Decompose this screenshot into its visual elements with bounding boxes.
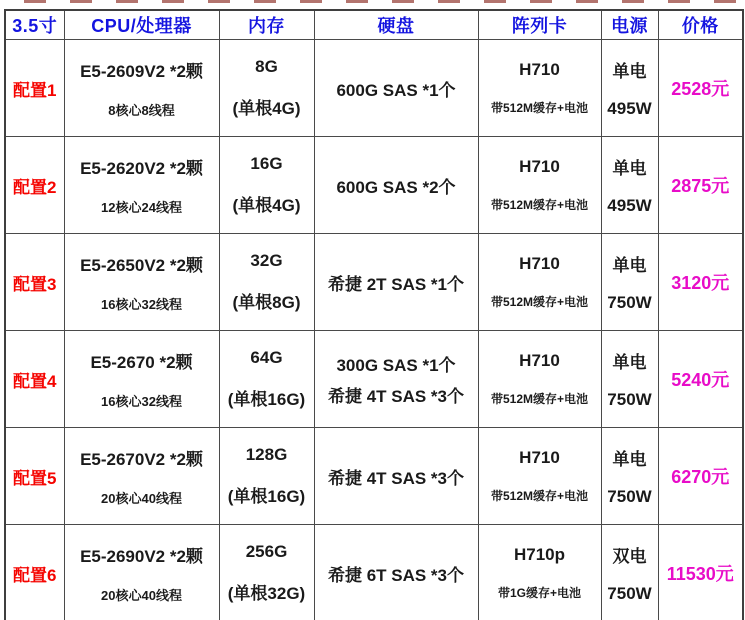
psu-redundancy: 单电 (612, 450, 647, 469)
psu-cell (601, 525, 658, 620)
raid-card-cell (478, 234, 601, 331)
psu-cell (601, 428, 658, 525)
memory-cell (219, 40, 314, 137)
config-label: 配置2 (13, 177, 57, 197)
cpu-cores-threads: 8核心8线程 (108, 102, 175, 118)
cpu-cell (64, 137, 219, 234)
table-row (5, 428, 743, 525)
config-cell (5, 137, 64, 234)
memory-size: 128G (245, 445, 288, 464)
raid-model: H710p (513, 544, 566, 564)
memory-module: (单根16G) (227, 487, 306, 506)
memory-cell (219, 525, 314, 620)
cpu-cores-threads: 16核心32线程 (101, 296, 182, 312)
cpu-cores-threads: 20核心40线程 (101, 587, 182, 603)
memory-cell (219, 331, 314, 428)
memory-module: (单根4G) (232, 196, 301, 215)
cpu-cores-threads: 16核心32线程 (101, 393, 182, 409)
psu-cell (601, 331, 658, 428)
config-cell (5, 234, 64, 331)
psu-redundancy: 单电 (612, 62, 647, 81)
memory-size: 8G (255, 57, 278, 76)
cropped-dashed-line (0, 0, 745, 3)
config-label: 配置3 (13, 274, 57, 294)
disk-cell (314, 137, 478, 234)
disk-cell (314, 428, 478, 525)
price-cell (658, 40, 743, 137)
raid-cache-battery: 带512M缓存+电池 (490, 198, 589, 213)
disk-cell (314, 525, 478, 620)
raid-model: H710 (519, 156, 560, 176)
psu-redundancy: 单电 (612, 353, 647, 372)
cpu-cell (64, 525, 219, 620)
raid-model: H710 (519, 447, 560, 467)
price-label: 2875元 (671, 176, 730, 196)
table-row (5, 331, 743, 428)
table-row (5, 40, 743, 137)
price-label: 6270元 (671, 467, 730, 487)
cpu-model: E5-2670 *2颗 (90, 353, 193, 373)
header-disk: 硬盘 (314, 10, 478, 40)
cpu-cell (64, 331, 219, 428)
cpu-model: E5-2690V2 *2颗 (80, 547, 203, 567)
memory-module: (单根8G) (232, 293, 301, 312)
config-label: 配置6 (13, 565, 57, 585)
config-cell (5, 428, 64, 525)
disk-line-1: 600G SAS *1个 (336, 80, 456, 100)
config-cell (5, 40, 64, 137)
psu-redundancy: 单电 (612, 256, 647, 275)
memory-module: (单根4G) (232, 99, 301, 118)
config-cell (5, 525, 64, 620)
raid-card-cell (478, 40, 601, 137)
psu-redundancy: 双电 (612, 547, 647, 566)
price-cell (658, 525, 743, 620)
header-cpu: CPU/处理器 (64, 10, 219, 40)
table-row (5, 234, 743, 331)
psu-wattage: 495W (607, 99, 652, 118)
raid-model: H710 (519, 350, 560, 370)
psu-wattage: 750W (607, 390, 652, 409)
price-label: 3120元 (671, 273, 730, 293)
raid-card-cell (478, 137, 601, 234)
cpu-model: E5-2650V2 *2颗 (80, 256, 203, 276)
cpu-model: E5-2620V2 *2颗 (80, 159, 203, 179)
disk-cell (314, 331, 478, 428)
price-label: 11530元 (666, 564, 734, 584)
header-form-factor: 3.5寸 (5, 10, 64, 40)
raid-cache-battery: 带512M缓存+电池 (490, 295, 589, 310)
table-row (5, 525, 743, 620)
config-cell (5, 331, 64, 428)
cpu-cores-threads: 12核心24线程 (101, 199, 182, 215)
disk-line-2: 希捷 4T SAS *3个 (327, 387, 465, 406)
memory-cell (219, 428, 314, 525)
raid-cache-battery: 带512M缓存+电池 (490, 101, 589, 116)
price-cell (658, 137, 743, 234)
raid-model: H710 (519, 59, 560, 79)
raid-cache-battery: 带1G缓存+电池 (497, 586, 582, 601)
cpu-cell (64, 40, 219, 137)
price-cell (658, 428, 743, 525)
config-label: 配置5 (13, 468, 57, 488)
price-cell (658, 331, 743, 428)
raid-card-cell (478, 428, 601, 525)
disk-line-1: 希捷 6T SAS *3个 (327, 565, 465, 585)
disk-line-1: 300G SAS *1个 (336, 356, 456, 375)
table-row (5, 137, 743, 234)
raid-card-cell (478, 525, 601, 620)
cpu-cores-threads: 20核心40线程 (101, 490, 182, 506)
disk-line-1: 600G SAS *2个 (336, 177, 456, 197)
raid-cache-battery: 带512M缓存+电池 (490, 489, 589, 504)
raid-model: H710 (519, 253, 560, 273)
psu-wattage: 750W (607, 487, 652, 506)
psu-redundancy: 单电 (612, 159, 647, 178)
psu-cell (601, 40, 658, 137)
price-label: 2528元 (671, 79, 730, 99)
memory-module: (单根16G) (227, 390, 306, 409)
header-memory: 内存 (219, 10, 314, 40)
server-config-price-table (4, 9, 744, 620)
psu-cell (601, 137, 658, 234)
disk-line-1: 希捷 2T SAS *1个 (327, 274, 465, 294)
psu-wattage: 750W (607, 584, 652, 603)
header-raid-card: 阵列卡 (478, 10, 601, 40)
cpu-model: E5-2670V2 *2颗 (80, 450, 203, 470)
cpu-model: E5-2609V2 *2颗 (80, 62, 203, 82)
raid-cache-battery: 带512M缓存+电池 (490, 392, 589, 407)
memory-size: 16G (250, 154, 283, 173)
psu-cell (601, 234, 658, 331)
psu-wattage: 495W (607, 196, 652, 215)
memory-module: (单根32G) (227, 584, 306, 603)
disk-cell (314, 40, 478, 137)
memory-size: 32G (250, 251, 283, 270)
config-label: 配置4 (13, 371, 57, 391)
raid-card-cell (478, 331, 601, 428)
cpu-cell (64, 428, 219, 525)
memory-cell (219, 137, 314, 234)
price-cell (658, 234, 743, 331)
memory-size: 64G (250, 348, 283, 367)
config-label: 配置1 (13, 80, 57, 100)
psu-wattage: 750W (607, 293, 652, 312)
memory-size: 256G (245, 542, 288, 561)
memory-cell (219, 234, 314, 331)
price-label: 5240元 (671, 370, 730, 390)
header-psu: 电源 (601, 10, 658, 40)
cpu-cell (64, 234, 219, 331)
disk-line-1: 希捷 4T SAS *3个 (327, 468, 465, 488)
header-price: 价格 (658, 10, 743, 40)
header-row (5, 10, 743, 40)
disk-cell (314, 234, 478, 331)
